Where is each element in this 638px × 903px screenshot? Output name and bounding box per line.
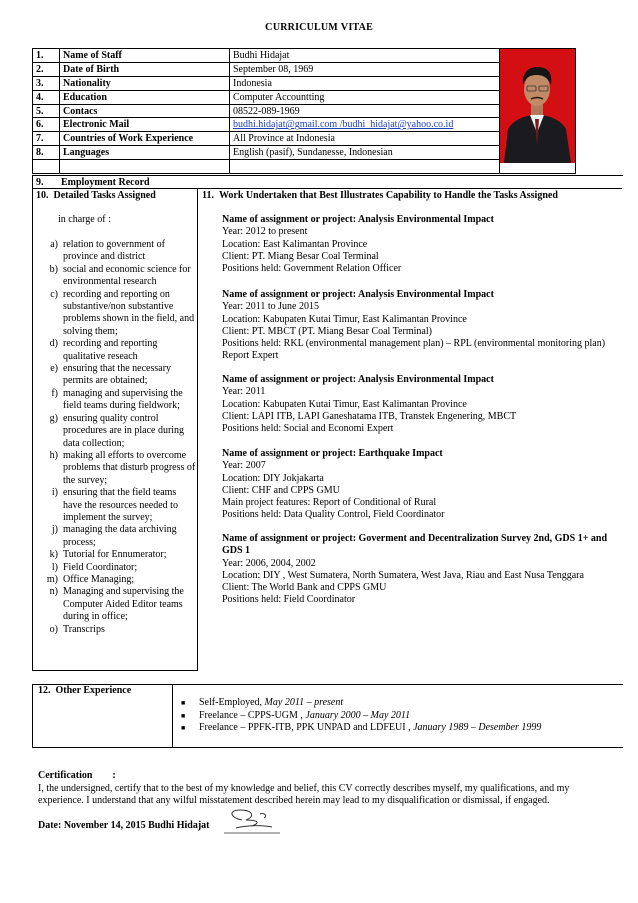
certification-block: [38, 770, 608, 808]
experience-role: Self-Employed,: [199, 697, 265, 708]
project-detail: Main project features: Report of Conditional of Rural: [222, 497, 437, 509]
task-letter: e): [50, 363, 58, 375]
bullet-icon: ■: [181, 699, 186, 707]
row-number: 2.: [33, 62, 60, 76]
experience-item: [181, 710, 541, 723]
task-item: [34, 487, 196, 524]
experience-period: January 2000 – May 2011: [305, 709, 411, 721]
row-number: 8.: [33, 146, 60, 160]
certification-text: I, the undersigned, certify that to the best of my knowledge and belief, this CV correctly describes myself, my qualifications, and my experience. I understand that any wilful misstatement described herein may lead to my disqualification or dismissal, if engaged.: [38, 782, 570, 806]
in-charge-label: in charge of :: [58, 214, 111, 225]
row-number: 7.: [33, 132, 60, 146]
divider: [32, 175, 33, 670]
task-item: [34, 562, 196, 574]
project-detail: Client: The World Bank and CPPS GMU: [222, 582, 387, 594]
task-text: managing the data archiving process;: [63, 524, 177, 548]
task-item: [34, 524, 196, 549]
task-text: making all efforts to overcome problems that disturb progress of the survey;: [63, 449, 196, 486]
project-detail: Positions held: Social and Economi Expert: [222, 423, 394, 435]
row-value: [230, 146, 500, 160]
row-label: Education: [60, 90, 230, 104]
value-text: Budhi Hidajat: [233, 49, 290, 61]
task-item: [34, 338, 196, 363]
divider: [197, 188, 198, 670]
row-value: [230, 49, 500, 63]
experience-text: [199, 697, 343, 710]
project-entry: [222, 374, 618, 435]
task-letter: b): [49, 263, 58, 275]
other-experience-heading: 12. Other Experience: [38, 685, 132, 696]
task-letter: l): [51, 561, 58, 573]
project-detail: Positions held: Data Quality Control, Field Coordinator: [222, 509, 445, 521]
project-detail: Positions held: Field Coordinator: [222, 594, 356, 606]
experience-text: [199, 722, 541, 735]
row-label: Electronic Mail: [60, 118, 230, 132]
divider: [172, 685, 173, 747]
task-item: [34, 363, 196, 388]
value-text: 08522-089-1969: [233, 105, 300, 117]
personal-info-row: [33, 104, 576, 118]
task-text: Field Coordinator;: [63, 561, 138, 573]
task-text: Tutorial for Ennumerator;: [63, 549, 167, 561]
signature-image: [222, 806, 284, 836]
project-detail: Client: CHF and CPPS GMU: [222, 484, 340, 496]
task-letter: i): [51, 487, 58, 499]
personal-info-row: [33, 132, 576, 146]
row-number: 5.: [33, 104, 60, 118]
photo-cell: [500, 49, 576, 174]
task-letter: f): [51, 387, 58, 399]
email-link[interactable]: budhi.hidajat@gmail.com /budhi_hidajat@yahoo.co.id: [233, 119, 454, 131]
project-title: Name of assignment or project: Analysis Environmental Impact: [222, 289, 494, 300]
task-text: relation to government of province and district: [63, 239, 165, 263]
document-title: CURRICULUM VITAE: [265, 22, 373, 33]
task-letter: k): [49, 549, 58, 561]
detailed-tasks-heading: 10. Detailed Tasks Assigned: [36, 190, 156, 201]
project-entry: [222, 214, 618, 275]
project-detail: Year: 2012 to present: [222, 226, 308, 238]
project-title: Name of assignment or project: Goverment and Decentralization Survey 2nd, GDS 1+ and GDS 1: [222, 533, 608, 557]
project-detail: Location: East Kalimantan Province: [222, 238, 368, 250]
project-detail: Year: 2011: [222, 386, 266, 398]
task-text: Office Managing;: [63, 573, 135, 585]
task-text: ensuring quality control procedures are in place during data collection;: [63, 412, 185, 449]
task-item: [34, 586, 196, 623]
personal-info-row: [33, 118, 576, 132]
row-value: [230, 62, 500, 76]
task-text: social and economic science for environmental research: [63, 263, 191, 288]
project-title: Name of assignment or project: Earthquake Impact: [222, 448, 443, 459]
project-detail: Positions held: Government Relation Officer: [222, 263, 402, 275]
personal-info-row: [33, 49, 576, 63]
experience-period: January 1989 – Desember 1999: [413, 722, 542, 734]
task-letter: h): [49, 449, 58, 461]
empty-row: [33, 160, 576, 174]
row-value: [230, 132, 500, 146]
employment-section-top-border: [32, 175, 623, 176]
empty-cell: [60, 160, 230, 174]
task-text: managing and supervising the field teams during fieldwork;: [63, 387, 183, 412]
divider: [32, 670, 198, 671]
row-label: Languages: [60, 146, 230, 160]
project-detail: Location: Kabupaten Kutai Timur, East Kalimantan Province: [222, 398, 467, 410]
bullet-icon: ■: [181, 724, 186, 733]
task-letter: c): [50, 288, 58, 300]
personal-info-row: [33, 76, 576, 90]
work-undertaken-heading: 11. Work Undertaken that Best Illustrates Capability to Handle the Tasks Assigned: [202, 190, 558, 201]
task-letter: j): [51, 524, 58, 536]
experience-role: Freelance – CPPS-UGM ,: [199, 709, 306, 721]
row-number: 3.: [33, 76, 60, 90]
task-item: [34, 574, 196, 586]
row-label: Countries of Work Experience: [60, 132, 230, 146]
project-detail: Positions held: RKL (environmental management plan) – RPL (environmental monitoring plan) Report Expert: [222, 338, 606, 362]
task-letter: d): [49, 338, 58, 350]
personal-info-row: [33, 90, 576, 104]
employment-record-heading: 9. Employment Record: [36, 177, 150, 188]
task-letter: o): [49, 623, 58, 635]
task-text: ensuring that the necessary permits are obtained;: [63, 363, 172, 387]
task-text: Managing and supervising the Computer Aided Editor teams during in office;: [63, 586, 184, 623]
experience-role: Freelance – PPFK-ITB, PPK UNPAD and LDFEUI ,: [199, 722, 414, 734]
task-text: recording and reporting on substantive/non substantive problems shown in the field, and solving them;: [63, 288, 195, 337]
certification-heading: Certification :: [38, 770, 116, 781]
task-item: [34, 388, 196, 413]
task-letter: n): [49, 586, 58, 598]
value-text: English (pasif), Sundanesse, Indonesian: [233, 147, 393, 159]
task-item: [34, 289, 196, 339]
row-value: [230, 118, 500, 132]
value-text: Computer Accountting: [233, 91, 325, 103]
experience-item: [181, 697, 541, 710]
project-detail: Year: 2011 to June 2015: [222, 301, 319, 313]
project-detail: Client: LAPI ITB, LAPI Ganeshatama ITB, Transtek Engenering, MBCT: [222, 410, 517, 422]
task-item: [34, 624, 196, 636]
project-detail: Client: PT. Miang Besar Coal Terminal: [222, 250, 379, 262]
task-item: [34, 264, 196, 289]
row-label: Nationality: [60, 76, 230, 90]
row-label: Contacs: [60, 104, 230, 118]
row-number: 4.: [33, 90, 60, 104]
experience-period: May 2011 – present: [264, 697, 344, 708]
row-value: [230, 76, 500, 90]
task-item: [34, 413, 196, 450]
other-experience-list: [181, 697, 541, 735]
date-signature-line: Date: November 14, 2015 Budhi Hidajat: [38, 820, 210, 831]
project-detail: Year: 2007: [222, 460, 266, 472]
personal-info-table: [32, 48, 576, 174]
empty-cell: [230, 160, 500, 174]
row-number: 6.: [33, 118, 60, 132]
task-item: [34, 450, 196, 487]
project-detail: Client: PT. MBCT (PT. Miang Besar Coal Terminal): [222, 325, 432, 337]
task-letter: g): [49, 412, 58, 424]
profile-photo: [500, 49, 575, 163]
row-number: 1.: [33, 49, 60, 63]
tasks-list: [34, 239, 196, 636]
value-text: All Province at Indonesia: [233, 133, 335, 145]
bullet-icon: ■: [181, 711, 186, 720]
row-label: Date of Birth: [60, 62, 230, 76]
project-detail: Location: DIY Jokjakarta: [222, 472, 324, 484]
project-title: Name of assignment or project: Analysis Environmental Impact: [222, 374, 494, 385]
task-item: [34, 549, 196, 561]
experience-text: [199, 710, 410, 723]
empty-cell: [33, 160, 60, 174]
project-title: Name of assignment or project: Analysis Environmental Impact: [222, 214, 494, 225]
task-text: ensuring that the field teams have the resources needed to implement the survey;: [63, 487, 178, 523]
project-entry: [222, 448, 618, 522]
task-text: recording and reporting qualitative reseach: [63, 338, 158, 362]
value-text: Indonesia: [233, 77, 272, 89]
task-item: [34, 239, 196, 264]
row-value: [230, 90, 500, 104]
project-detail: Location: DIY , West Sumatera, North Sumatera, West Java, Riau and East Nusa Tenggara: [222, 569, 584, 581]
personal-info-row: [33, 62, 576, 76]
task-letter: a): [50, 239, 58, 250]
row-label: Name of Staff: [60, 49, 230, 63]
task-text: Transcrips: [63, 623, 105, 635]
personal-info-row: [33, 146, 576, 160]
value-text: September 08, 1969: [233, 63, 314, 75]
divider: [32, 188, 622, 189]
project-entry: [222, 533, 618, 607]
task-letter: m): [46, 573, 58, 585]
project-entry: [222, 289, 618, 363]
experience-item: [181, 722, 541, 735]
project-detail: Location: Kabupaten Kutai Timur, East Kalimantan Province: [222, 313, 467, 325]
row-value: [230, 104, 500, 118]
project-detail: Year: 2006, 2004, 2002: [222, 557, 316, 569]
